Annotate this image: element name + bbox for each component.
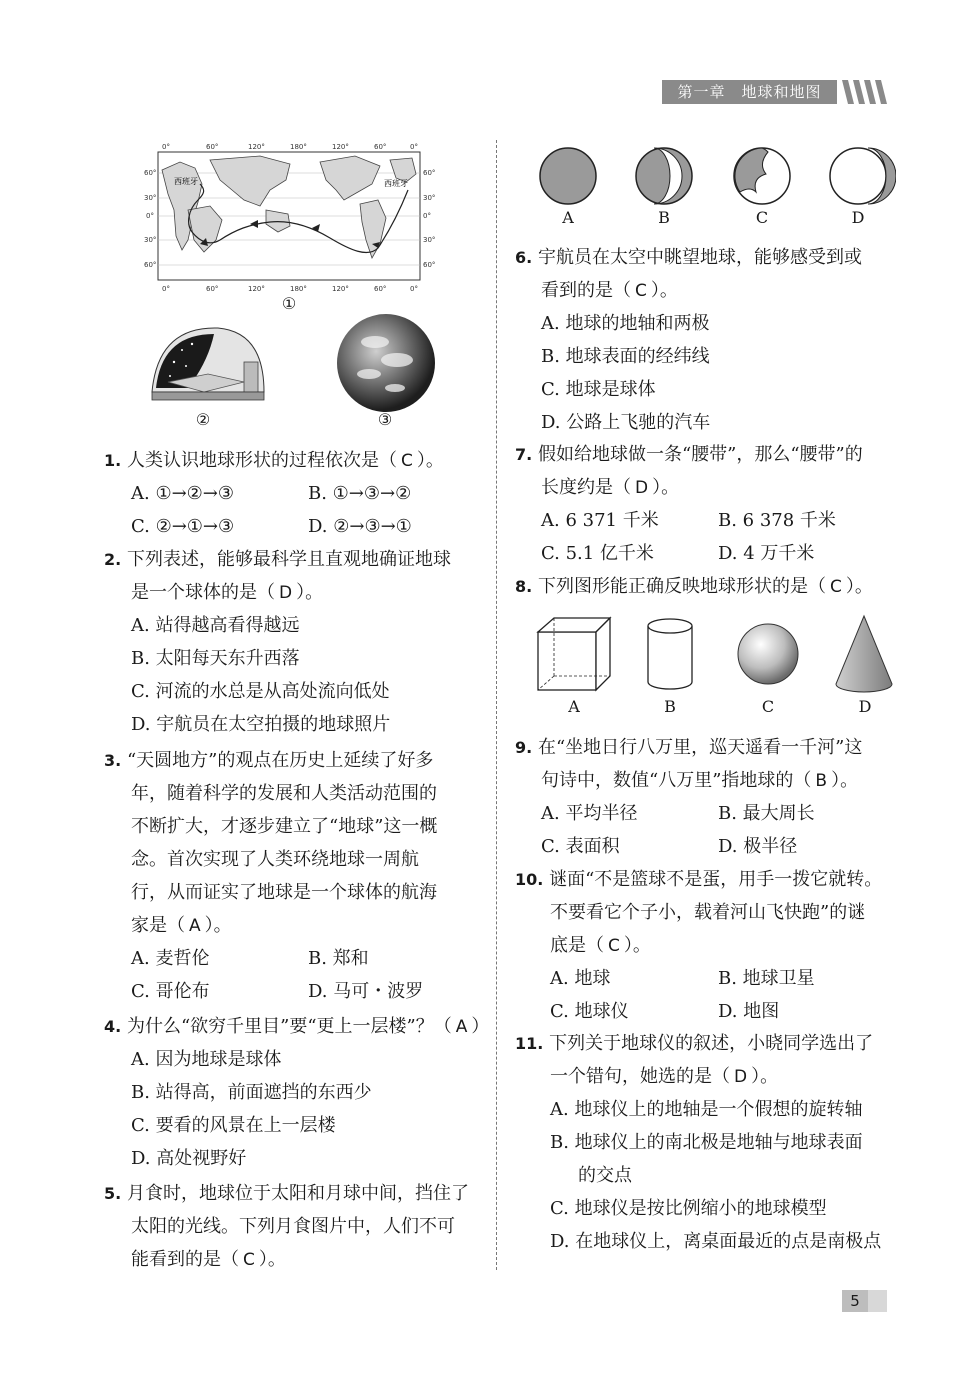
answer: D bbox=[734, 1067, 748, 1087]
answer: C bbox=[635, 281, 647, 301]
question-9 bbox=[515, 731, 862, 764]
lon-tick-top: 0° bbox=[410, 143, 418, 151]
option: B. 最大周长 bbox=[718, 803, 815, 824]
answer: C bbox=[400, 451, 413, 471]
question-10 bbox=[515, 863, 882, 896]
question-5 bbox=[104, 1177, 469, 1210]
option: D. 在地球仪上，离桌面最近的点是南极点 bbox=[550, 1231, 882, 1252]
question-number: 6. bbox=[515, 248, 533, 267]
page-number-text: 5 bbox=[842, 1290, 868, 1312]
option: A. ①→②→③ bbox=[131, 483, 235, 504]
option: B. ①→③→② bbox=[308, 483, 412, 504]
header-stripes-decoration bbox=[842, 80, 887, 104]
question-5-line: 太阳的光线。下列月食图片中，人们不可 bbox=[131, 1216, 455, 1237]
question-text: 下列图形能正确反映地球形状的是（ bbox=[537, 576, 826, 597]
page-number bbox=[842, 1290, 887, 1312]
option: A. 因为地球是球体 bbox=[131, 1049, 282, 1070]
question-text: 人类认识地球形状的过程依次是（ bbox=[126, 450, 397, 471]
question-9-line bbox=[541, 764, 858, 798]
earth-photo-figure bbox=[335, 312, 437, 414]
lon-tick-top: 60° bbox=[374, 143, 387, 151]
lat-tick: 60° bbox=[423, 169, 436, 177]
question-text: ）。 bbox=[623, 935, 651, 956]
question-text: 下列表述，能够最科学且直观地确证地球 bbox=[126, 549, 451, 570]
figure-label-1: ① bbox=[281, 294, 297, 313]
option: A. 地球仪上的地轴是一个假想的旋转轴 bbox=[550, 1099, 863, 1120]
lat-tick: 30° bbox=[423, 236, 436, 244]
figure-label-2: ② bbox=[195, 410, 211, 429]
option: B. 郑和 bbox=[308, 948, 369, 969]
option: D. ②→③→① bbox=[308, 516, 412, 537]
answer: D bbox=[635, 478, 649, 498]
cylinder-shape bbox=[648, 619, 692, 689]
option: C. 5.1 亿千米 bbox=[541, 543, 654, 564]
lat-tick: 0° bbox=[423, 212, 431, 220]
lon-tick-bottom: 180° bbox=[290, 285, 307, 293]
option: C. 河流的水总是从高处流向低处 bbox=[131, 681, 390, 702]
option: A. 地球 bbox=[550, 968, 611, 989]
question-text: ）。 bbox=[652, 477, 680, 498]
shape-label-b: B bbox=[664, 697, 676, 716]
lon-tick-bottom: 120° bbox=[332, 285, 349, 293]
question-text: 为什么“欲穷千里目”要“更上一层楼”？（ bbox=[126, 1016, 452, 1037]
sky-dome-figure bbox=[148, 322, 268, 404]
answer: B bbox=[815, 771, 828, 791]
shape-label-c: C bbox=[761, 697, 775, 716]
question-text: ） bbox=[471, 1016, 490, 1037]
option: A. 平均半径 bbox=[541, 803, 638, 824]
question-11 bbox=[515, 1027, 873, 1060]
shapes-figure bbox=[530, 614, 900, 696]
option: C. 要看的风景在上一层楼 bbox=[131, 1115, 336, 1136]
question-10-line: 不要看它个子小，载着河山飞快跑”的谜 bbox=[550, 902, 866, 923]
question-text: 能看到的是（ bbox=[131, 1249, 239, 1270]
question-text: 谜面“不是篮球不是蛋，用手一拨它就转。 bbox=[549, 869, 883, 890]
question-number: 4. bbox=[104, 1017, 122, 1036]
option: D. 极半径 bbox=[718, 836, 798, 857]
lon-tick-bottom: 0° bbox=[162, 285, 170, 293]
option: C. 地球是球体 bbox=[541, 379, 656, 400]
lat-tick: 30° bbox=[144, 194, 157, 202]
option: C. 哥伦布 bbox=[131, 981, 210, 1002]
question-number: 1. bbox=[104, 451, 122, 470]
option: B. 地球仪上的南北极是地轴与地球表面 bbox=[550, 1132, 863, 1153]
question-text: 一个错句，她选的是（ bbox=[550, 1066, 730, 1087]
question-3-line: 不断扩大，才逐步建立了“地球”这一概 bbox=[131, 816, 438, 837]
option: C. ②→①→③ bbox=[131, 516, 235, 537]
option-continuation: 的交点 bbox=[578, 1165, 632, 1186]
option: A. 麦哲伦 bbox=[131, 948, 210, 969]
question-7 bbox=[515, 438, 863, 471]
lon-tick-top: 120° bbox=[332, 143, 349, 151]
lon-tick-top: 120° bbox=[248, 143, 265, 151]
moon-d bbox=[830, 148, 886, 204]
option: B. 太阳每天东升西落 bbox=[131, 648, 300, 669]
question-text: 家是（ bbox=[131, 915, 185, 936]
question-4 bbox=[104, 1010, 489, 1044]
answer: D bbox=[279, 583, 293, 603]
option: A. 地球的地轴和两极 bbox=[541, 313, 710, 334]
lat-tick: 60° bbox=[144, 261, 157, 269]
option: B. 地球表面的经纬线 bbox=[541, 346, 710, 367]
option: D. 4 万千米 bbox=[718, 543, 815, 564]
column-divider bbox=[496, 140, 497, 1270]
option: B. 6 378 千米 bbox=[718, 510, 836, 531]
question-2-line bbox=[131, 576, 323, 610]
moon-a bbox=[540, 148, 596, 204]
lat-tick: 60° bbox=[423, 261, 436, 269]
option: C. 地球仪是按比例缩小的地球模型 bbox=[550, 1198, 827, 1219]
lon-tick-top: 0° bbox=[162, 143, 170, 151]
option: B. 地球卫星 bbox=[718, 968, 815, 989]
lat-tick: 60° bbox=[144, 169, 157, 177]
question-number: 3. bbox=[104, 751, 122, 770]
lat-tick: 30° bbox=[423, 194, 436, 202]
cone-shape bbox=[836, 616, 892, 692]
question-number: 5. bbox=[104, 1184, 122, 1203]
lon-tick-top: 180° bbox=[290, 143, 307, 151]
lon-tick-bottom: 0° bbox=[410, 285, 418, 293]
cube-shape bbox=[538, 618, 610, 690]
question-text: 是一个球体的是（ bbox=[131, 582, 275, 603]
question-3-line: 年，随着科学的发展和人类活动范围的 bbox=[131, 783, 437, 804]
answer: C bbox=[243, 1250, 255, 1270]
question-6-line bbox=[541, 274, 678, 308]
question-11-line bbox=[550, 1060, 778, 1094]
answer: A bbox=[455, 1017, 468, 1037]
question-text: 假如给地球做一条“腰带”，那么“腰带”的 bbox=[537, 444, 863, 465]
question-text: 底是（ bbox=[550, 935, 604, 956]
option: D. 公路上飞驰的汽车 bbox=[541, 412, 711, 433]
option: D. 马可・波罗 bbox=[308, 981, 424, 1002]
question-number: 9. bbox=[515, 738, 533, 757]
lon-tick-top: 60° bbox=[206, 143, 219, 151]
question-number: 11. bbox=[515, 1034, 544, 1053]
question-3-line: 行，从而证实了地球是一个球体的航海 bbox=[131, 882, 437, 903]
question-number: 2. bbox=[104, 550, 122, 569]
question-3-line: 念。首次实现了人类环绕地球一周航 bbox=[131, 849, 419, 870]
option: A. 站得越高看得越远 bbox=[131, 615, 300, 636]
lat-tick: 30° bbox=[144, 236, 157, 244]
question-text: 句诗中，数值“八万里”指地球的（ bbox=[541, 770, 812, 791]
question-text: 月食时，地球位于太阳和月球中间，挡住了 bbox=[126, 1183, 469, 1204]
moon-b bbox=[636, 148, 692, 204]
question-text: ）。 bbox=[845, 576, 873, 597]
option: A. 6 371 千米 bbox=[541, 510, 659, 531]
lon-tick-bottom: 120° bbox=[248, 285, 265, 293]
question-text: “天圆地方”的观点在历史上延续了好多 bbox=[126, 750, 434, 771]
option: C. 地球仪 bbox=[550, 1001, 629, 1022]
question-3-line bbox=[131, 909, 232, 943]
question-text: ）。 bbox=[831, 770, 859, 791]
shape-label-d: D bbox=[858, 697, 872, 716]
question-text: ）。 bbox=[296, 582, 324, 603]
question-text: 在“坐地日行八万里，巡天遥看一千河”这 bbox=[537, 737, 863, 758]
question-6 bbox=[515, 241, 862, 274]
answer: A bbox=[189, 916, 201, 936]
question-text: ）。 bbox=[204, 915, 232, 936]
answer: C bbox=[608, 936, 620, 956]
shape-label-a: A bbox=[568, 697, 580, 716]
option: D. 高处视野好 bbox=[131, 1148, 247, 1169]
option: D. 宇航员在太空拍摄的地球照片 bbox=[131, 714, 391, 735]
question-7-line bbox=[541, 471, 679, 505]
label-spain-right: 西班牙 bbox=[384, 179, 408, 188]
chapter-header bbox=[662, 80, 887, 104]
question-10-line bbox=[550, 929, 651, 963]
question-text: ）。 bbox=[258, 1249, 286, 1270]
question-text: ）。 bbox=[650, 280, 678, 301]
option: C. 表面积 bbox=[541, 836, 620, 857]
question-2 bbox=[104, 543, 451, 576]
question-text: 长度约是（ bbox=[541, 477, 631, 498]
lon-tick-bottom: 60° bbox=[206, 285, 219, 293]
question-text: ）。 bbox=[751, 1066, 779, 1087]
question-text: 下列关于地球仪的叙述，小晓同学选出了 bbox=[549, 1033, 874, 1054]
lon-tick-bottom: 60° bbox=[374, 285, 387, 293]
lat-tick: 0° bbox=[146, 212, 154, 220]
moon-label-d: D bbox=[851, 208, 865, 227]
label-spain-left: 西班牙 bbox=[174, 177, 198, 186]
moon-label-c: C bbox=[755, 208, 769, 227]
world-map-figure bbox=[140, 140, 440, 295]
question-number: 10. bbox=[515, 870, 544, 889]
question-3 bbox=[104, 744, 433, 777]
moon-phases-figure bbox=[536, 144, 896, 208]
moon-label-a: A bbox=[562, 208, 574, 227]
figure-label-3: ③ bbox=[377, 410, 393, 429]
question-number: 7. bbox=[515, 445, 533, 464]
answer: C bbox=[829, 577, 842, 597]
question-text: 宇航员在太空中眺望地球，能够感受到或 bbox=[537, 247, 862, 268]
question-number: 8. bbox=[515, 577, 533, 596]
question-text: ）。 bbox=[416, 450, 444, 471]
option: D. 地图 bbox=[718, 1001, 780, 1022]
chapter-title: 第一章 地球和地图 bbox=[662, 80, 837, 104]
sphere-shape bbox=[738, 624, 798, 684]
question-8 bbox=[515, 570, 873, 604]
moon-label-b: B bbox=[658, 208, 670, 227]
question-5-line bbox=[131, 1243, 286, 1277]
option: B. 站得高，前面遮挡的东西少 bbox=[131, 1082, 372, 1103]
question-1 bbox=[104, 444, 444, 478]
question-text: 看到的是（ bbox=[541, 280, 631, 301]
